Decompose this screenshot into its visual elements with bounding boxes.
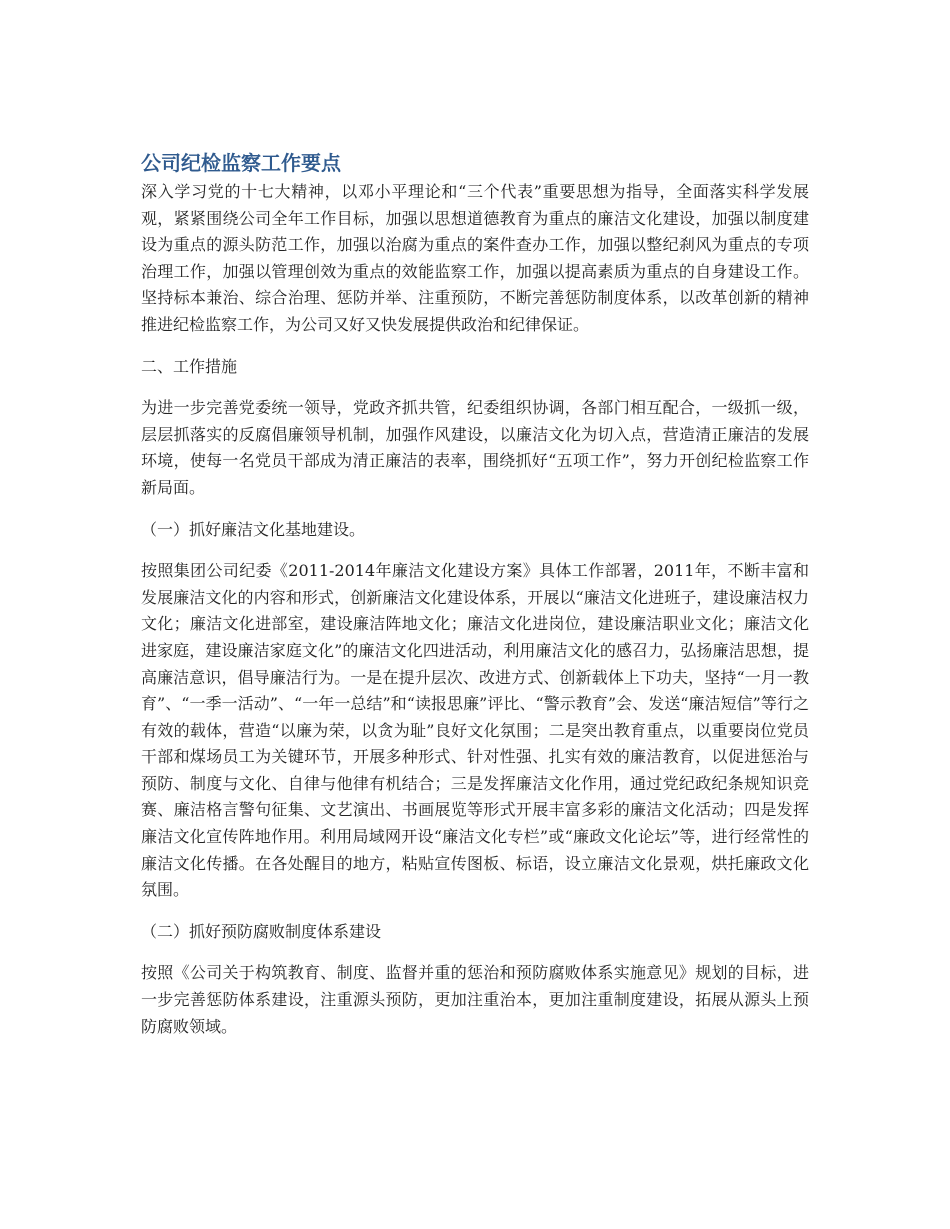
subsection-heading-prevention-system: （二）抓好预防腐败制度体系建设 xyxy=(141,921,382,941)
document-page xyxy=(141,148,809,1040)
measures-paragraph: 为进一步完善党委统一领导，党政齐抓共管，纪委组织协调，各部门相互配合，一级抓一级，层层抓落实的反腐倡廉领导机制，加强作风建设，以廉洁文化为切入点，营造清正廉洁的发展环境，使每一名党员干部成为清正廉洁的表率，围绕抓好“五项工作”，努力开创纪检监察工作新局面。 xyxy=(141,398,809,497)
intro-paragraph: 深入学习党的十七大精神，以邓小平理论和“三个代表”重要思想为指导，全面落实科学发展观，紧紧围绕公司全年工作目标，加强以思想道德教育为重点的廉洁文化建设，加强以制度建设为重点的源头防范工作，加强以治腐为重点的案件查办工作，加强以整纪刹风为重点的专项治理工作，加强以管理创效为重点的效能监察工作，加强以提高素质为重点的自身建设工作。坚持标本兼治、综合治理、惩防并举、注重预防，不断完善惩防制度体系，以改革创新的精神推进纪检监察工作，为公司又好又快发展提供政治和纪律保证。 xyxy=(141,182,809,334)
prevention-system-paragraph: 按照《公司关于构筑教育、制度、监督并重的惩治和预防腐败体系实施意见》规划的目标，进一步完善惩防体系建设，注重源头预防，更加注重治本，更加注重制度建设，拓展从源头上预防腐败领域。 xyxy=(141,963,809,1036)
subsection-heading-culture-base: （一）抓好廉洁文化基地建设。 xyxy=(141,519,366,539)
section-heading-measures: 二、工作措施 xyxy=(141,356,238,376)
page-title: 公司纪检监察工作要点 xyxy=(141,151,341,175)
culture-base-paragraph: 按照集团公司纪委《2011-2014年廉洁文化建设方案》具体工作部署，2011年，不断丰富和发展廉洁文化的内容和形式，创新廉洁文化建设体系，开展以“廉洁文化进班子，建设廉洁权力文化；廉洁文化进部室，建设廉洁阵地文化；廉洁文化进岗位，建设廉洁职业文化；廉洁文化进家庭，建设廉洁家庭文化”的廉洁文化四进活动，利用廉洁文化的感召力，弘扬廉洁思想，提高廉洁意识，倡导廉洁行为。一是在提升层次、改进方式、创新载体上下功夫，坚持“一月一教育”、“一季一活动”、“一年一总结”和“读报思廉”评比、“警示教育”会、发送“廉洁短信”等行之有效的载体，营造“以廉为荣，以贪为耻”良好文化氛围；二是突出教育重点，以重要岗位党员干部和煤场员工为关键环节，开展多种形式、针对性强、扎实有效的廉洁教育，以促进惩治与预防、制度与文化、自律与他律有机结合；三是发挥廉洁文化作用，通过党纪政纪条规知识竞赛、廉洁格言警句征集、文艺演出、书画展览等形式开展丰富多彩的廉洁文化活动；四是发挥廉洁文化宣传阵地作用。利用局域网开设“廉洁文化专栏”或“廉政文化论坛”等，进行经常性的廉洁文化传播。在各处醒目的地方，粘贴宣传图板、标语，设立廉洁文化景观，烘托廉政文化氛围。 xyxy=(141,561,809,900)
